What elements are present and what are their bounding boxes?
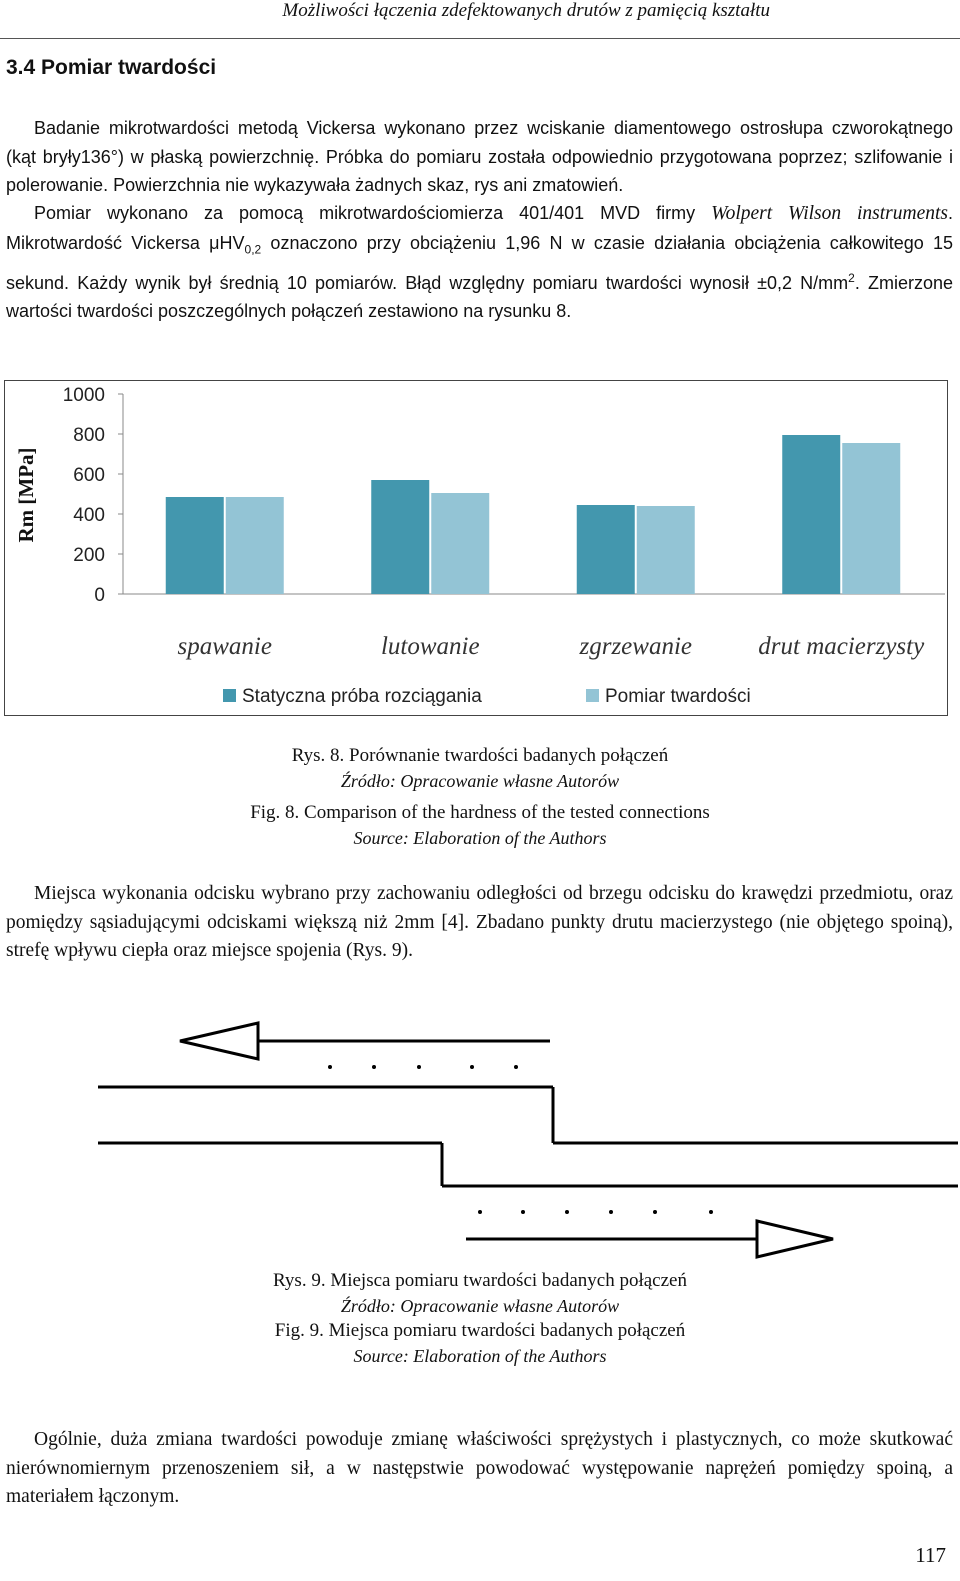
running-header [0, 0, 960, 39]
paragraph-2-part-d: . Zmierzone wartości twardości poszczególnych połączeń zestawiono na rysunku 8. [6, 272, 954, 322]
bar-hardness [842, 443, 900, 594]
bar-hardness [637, 506, 695, 594]
category-label: lutowanie [380, 633, 480, 660]
category-label: zgrzewanie [579, 633, 692, 660]
fig8-source-pl: Źródło: Opracowanie własne Autorów [340, 771, 620, 791]
bar-tensile [577, 505, 635, 594]
paragraph-2-part-a: Pomiar wykonano za pomocą mikrotwardościomierza 401/401 MVD firmy [34, 203, 712, 223]
bar-tensile [782, 435, 840, 594]
y-tick-label: 600 [73, 465, 105, 486]
bar-tensile [166, 497, 224, 594]
unit-superscript: 2 [848, 270, 855, 285]
hardness-chart-svg [5, 381, 949, 717]
page-number: 117 [915, 1543, 946, 1567]
paragraph-2-part-c: oznaczono przy obciążeniu 1,96 N w czasie działania obciążenia całkowitego 15 sekund. Każdy wynik był średnią 10 pomiarów. Błąd względny pomiaru twardości wynosił ±0,2 N/mm [6, 232, 953, 293]
bar-hardness [431, 493, 489, 594]
fig9-caption-en: Fig. 9. Miejsca pomiaru twardości badanych połączeń [274, 1320, 686, 1341]
measurement-point [565, 1210, 569, 1214]
y-axis-label: Rm [MPa] [14, 447, 38, 543]
measurement-point [514, 1065, 518, 1069]
section-title: 3.4 Pomiar twardości [6, 56, 217, 79]
legend-swatch [223, 689, 236, 702]
paragraph-2 [6, 199, 953, 326]
measurement-point [609, 1210, 613, 1214]
chart-legend [223, 686, 751, 707]
hardness-chart [4, 380, 948, 716]
measurement-point [328, 1065, 332, 1069]
measurement-point [417, 1065, 421, 1069]
category-label: spawanie [177, 633, 272, 660]
measurement-point [470, 1065, 474, 1069]
y-tick-label: 800 [73, 425, 105, 446]
paragraph-3: Miejsca wykonania odcisku wybrano przy zachowaniu odległości od brzegu odcisku do krawędzi przedmiotu, oraz pomiędzy sąsiadującymi odciskami większą niż 2mm [4]. Zbadano punkty drutu macierzystego (nie objętego spoiną), strefę wpływu ciepła oraz miejsce spojenia (Rys. 9). [6, 883, 953, 961]
measurement-points-diagram [0, 1010, 960, 1265]
category-labels [178, 633, 926, 660]
y-tick-label: 1000 [62, 385, 105, 406]
paragraph-2-part-b: . Mikrotwardość Vickersa μHV [6, 203, 953, 253]
fig8-caption-pl: Rys. 8. Porównanie twardości badanych połączeń [291, 745, 669, 766]
hv-subscript: 0,2 [244, 242, 262, 257]
running-title: Możliwości łączenia zdefektowanych drutów z pamięcią kształtu [282, 0, 770, 21]
left-arrow-head [180, 1023, 258, 1059]
legend-label: Pomiar twardości [605, 686, 751, 707]
y-tick-label: 0 [94, 585, 105, 606]
measurement-point [478, 1210, 482, 1214]
fig9-caption-pl: Rys. 9. Miejsca pomiaru twardości badanych połączeń [273, 1270, 687, 1291]
measurement-point [709, 1210, 713, 1214]
fig9-source-en: Source: Elaboration of the Authors [353, 1346, 607, 1366]
y-tick-label: 400 [73, 505, 105, 526]
y-tick-label: 200 [73, 545, 105, 566]
measurement-point [653, 1210, 657, 1214]
y-tick-labels [63, 385, 123, 606]
instrument-maker: Wolpert Wilson instruments [711, 203, 948, 224]
fig9-source-pl: Źródło: Opracowanie własne Autorów [340, 1296, 620, 1316]
fig8-source-en: Source: Elaboration of the Authors [353, 828, 607, 848]
fig8-caption-en: Fig. 8. Comparison of the hardness of the tested connections [250, 802, 710, 823]
right-arrow-head [757, 1221, 833, 1257]
paragraph-1: Badanie mikrotwardości metodą Vickersa wykonano przez wciskanie diamentowego ostrosłupa czworokątnego (kąt bryły136°) w płaską powierzchnię. Próbka do pomiaru została odpowiednio przygotowana poprzez; szlifowanie i polerowanie. Powierzchnia nie wykazywała żadnych skaz, rys ani zmatowień. [6, 118, 953, 195]
legend-swatch [586, 689, 599, 702]
bar-tensile [371, 480, 429, 594]
measurement-point [372, 1065, 376, 1069]
category-label: drut macierzysty [758, 633, 925, 660]
legend-label: Statyczna próba rozciągania [242, 686, 482, 707]
paragraph-4: Ogólnie, duża zmiana twardości powoduje zmianę właściwości sprężystych i plastycznych, co może skutkować nierównomiernym przenoszeniem sił, a w następstwie powodować występowanie naprężeń pomiędzy spoiną, a materiałem łączonym. [6, 1429, 953, 1507]
measurement-point [521, 1210, 525, 1214]
bar-group [166, 435, 901, 594]
bar-hardness [226, 497, 284, 594]
